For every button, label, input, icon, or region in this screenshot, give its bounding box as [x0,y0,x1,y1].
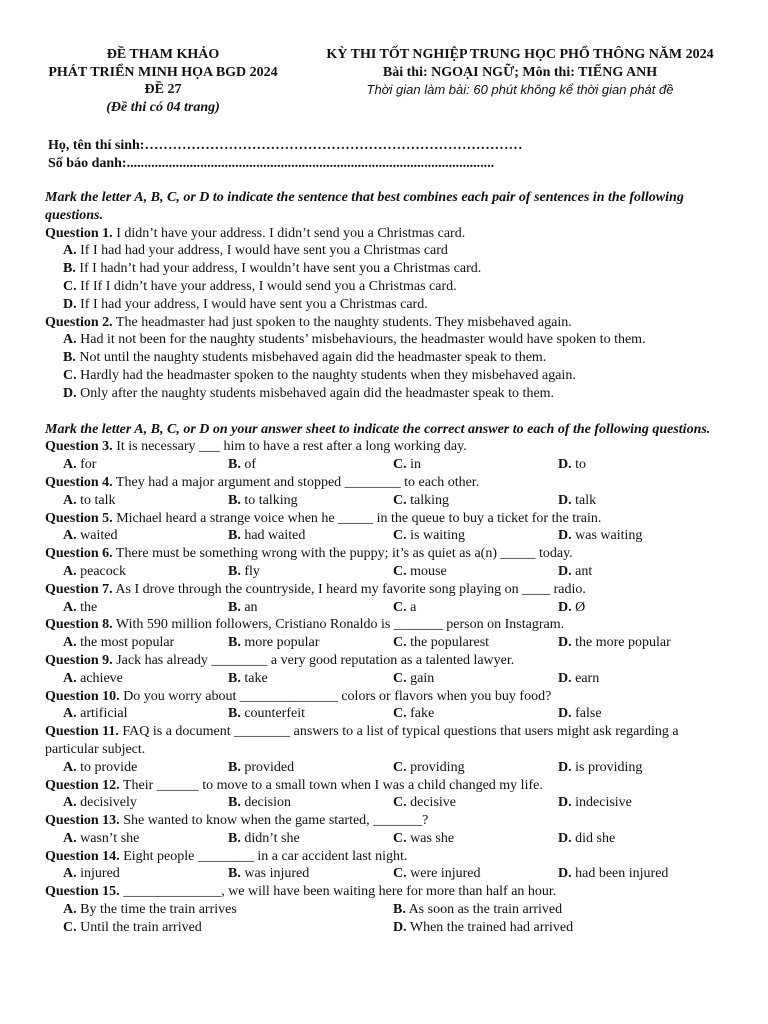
option-text: gain [406,670,435,686]
option-text: false [571,706,602,722]
options-row [45,919,735,937]
option-text: a [406,599,417,615]
option-letter: C. [393,759,407,775]
option-text: By the time the train arrives [76,902,237,918]
question-label: Question 12. [45,777,120,793]
question-15 [45,883,735,901]
option-c [393,865,558,883]
question-6 [45,545,735,563]
question-label: Question 10. [45,688,120,704]
option-b [228,865,393,883]
option-text: achieve [76,670,123,686]
option-text: didn’t she [240,830,300,846]
option-d [558,456,723,474]
option-text: Not until the naughty students misbehaved again did the headmaster speak to them. [75,350,547,366]
option-c [63,919,393,937]
option-text: counterfeit [240,706,305,722]
option-letter: D. [558,563,572,579]
option-letter: D. [393,919,407,935]
option-text: ant [571,563,593,579]
question-text: Their ______ to move to a small town when I was a child changed my life. [119,777,543,793]
options-row [45,759,735,777]
option-letter: C. [393,635,407,651]
option-letter: A. [63,563,77,579]
option-letter: A. [63,795,77,811]
question-11 [45,723,735,759]
option-text: in [406,457,422,473]
option-text: If I hadn’t had your address, I wouldn’t have sent you a Christmas card. [75,261,482,277]
question-14 [45,848,735,866]
option-text: an [240,599,258,615]
exam-header-right [300,46,740,99]
option-text: to [571,457,587,473]
option-text: injured [76,866,120,882]
options-row [45,705,735,723]
options-row [45,599,735,617]
option-d [558,705,723,723]
question-label: Question 4. [45,474,113,490]
option-letter: B. [393,902,406,918]
option-text: was injured [240,866,310,882]
option-letter: D. [558,599,572,615]
question-text: ______________, we will have been waiting here for more than half an hour. [119,884,557,900]
option-text: is waiting [406,528,465,544]
options-row [45,634,735,652]
option-letter: D. [558,830,572,846]
question-label: Question 3. [45,439,113,455]
options-row [45,865,735,883]
option-text: was waiting [571,528,643,544]
option-text: had waited [240,528,306,544]
option-c [45,278,735,296]
option-letter: C. [393,706,407,722]
option-text: fly [240,563,260,579]
option-text: talk [571,492,597,508]
option-letter: A. [63,706,77,722]
option-letter: D. [558,670,572,686]
options-row [45,901,735,919]
option-b [228,705,393,723]
option-a [63,901,393,919]
option-text: to talking [240,492,298,508]
question-label: Question 6. [45,546,113,562]
option-a [63,492,228,510]
option-letter: B. [228,528,241,544]
option-c [393,634,558,652]
option-d [558,599,723,617]
option-text: Until the train arrived [76,919,202,935]
option-text: Only after the naughty students misbehaved again did the headmaster speak to them. [76,385,555,401]
option-letter: B. [228,830,241,846]
option-d [558,794,723,812]
question-label: Question 5. [45,510,113,526]
option-c [45,367,735,385]
option-letter: D. [63,385,77,401]
option-a [63,705,228,723]
option-letter: B. [228,457,241,473]
option-letter: B. [228,492,241,508]
option-letter: B. [228,599,241,615]
option-text: Ø [571,599,586,615]
option-a [63,599,228,617]
option-a [63,794,228,812]
option-a [63,563,228,581]
question-12 [45,777,735,795]
option-b [228,527,393,545]
options-row [45,563,735,581]
option-letter: C. [63,919,77,935]
options-row [45,794,735,812]
option-letter: A. [63,528,77,544]
exam-content [45,189,735,937]
option-letter: C. [393,563,407,579]
option-letter: A. [63,866,77,882]
option-a [63,865,228,883]
question-label: Question 9. [45,652,113,668]
option-text: decision [240,795,291,811]
option-b [228,759,393,777]
option-d [558,563,723,581]
option-text: As soon as the train arrived [405,902,563,918]
option-a [45,331,735,349]
options-row [45,670,735,688]
option-letter: B. [228,866,241,882]
section1-instruction: Mark the letter A, B, C, or D to indicate the sentence that best combines each pair of sentences in the following questions. [45,190,684,223]
question-text: It is necessary ___ him to have a rest after a long working day. [112,439,467,455]
option-a [45,242,735,260]
option-b [228,492,393,510]
option-d [45,296,735,314]
question-text: Michael heard a strange voice when he _____ in the queue to buy a ticket for the train. [112,510,602,526]
exam-header-left [30,46,296,116]
option-text: to talk [76,492,116,508]
option-text: If I had had your address, I would have sent you a Christmas card [76,243,448,259]
exam-series: PHÁT TRIỂN MINH HỌA BGD 2024 [48,64,278,80]
question-text: I didn’t have your address. I didn’t send you a Christmas card. [112,225,466,241]
option-text: When the trained had arrived [406,919,574,935]
options-row [45,492,735,510]
option-letter: C. [63,367,77,383]
option-letter: B. [63,350,76,366]
question-9 [45,652,735,670]
option-letter: D. [558,492,572,508]
option-c [393,794,558,812]
question-text: The headmaster had just spoken to the naughty students. They misbehaved again. [112,314,572,330]
page-count-note: (Đề thi có 04 trang) [106,99,220,115]
option-b [228,563,393,581]
option-text: mouse [406,563,447,579]
option-text: the popularest [406,635,490,651]
option-letter: B. [63,261,76,277]
option-text: for [76,457,97,473]
question-label: Question 11. [45,724,119,740]
question-text: She wanted to know when the game started, _______? [119,813,429,829]
option-a [63,759,228,777]
option-text: provided [240,759,295,775]
option-letter: D. [558,528,572,544]
question-13 [45,812,735,830]
question-5 [45,510,735,528]
option-letter: B. [228,563,241,579]
question-text: Jack has already ________ a very good reputation as a talented lawyer. [112,652,515,668]
question-8 [45,616,735,634]
question-text: With 590 million followers, Cristiano Ronaldo is _______ person on Instagram. [112,617,565,633]
option-letter: C. [393,866,407,882]
option-text: was she [406,830,455,846]
question-1 [45,225,735,243]
option-letter: D. [558,795,572,811]
option-a [63,670,228,688]
question-10 [45,688,735,706]
option-d [558,830,723,848]
option-b [228,599,393,617]
option-letter: A. [63,830,77,846]
option-letter: C. [393,492,407,508]
option-text: earn [571,670,600,686]
option-b [45,260,735,278]
option-b [228,456,393,474]
option-letter: D. [558,759,572,775]
option-b [45,349,735,367]
options-row [45,830,735,848]
option-a [63,830,228,848]
question-label: Question 1. [45,225,113,241]
question-text: Do you worry about ______________ colors or flavors when you buy food? [119,688,552,704]
exam-number: ĐỀ 27 [144,82,182,97]
option-letter: D. [558,635,572,651]
option-text: take [240,670,268,686]
option-b [228,794,393,812]
option-text: the most popular [76,635,175,651]
option-letter: C. [393,830,407,846]
option-letter: A. [63,332,77,348]
section2-instruction: Mark the letter A, B, C, or D on your answer sheet to indicate the correct answer to each of the following questions. [45,421,711,437]
question-3 [45,438,735,456]
option-d [558,492,723,510]
option-text: wasn’t she [76,830,140,846]
option-text: indecisive [571,795,632,811]
option-text: of [240,457,257,473]
candidate-info [48,137,522,173]
option-text: more popular [240,635,320,651]
question-label: Question 14. [45,848,120,864]
question-label: Question 8. [45,617,113,633]
question-label: Question 13. [45,813,120,829]
option-text: were injured [406,866,481,882]
option-text: had been injured [571,866,669,882]
option-c [393,599,558,617]
option-text: talking [406,492,450,508]
option-c [393,563,558,581]
option-a [63,456,228,474]
option-a [63,527,228,545]
option-text: decisively [76,795,137,811]
option-letter: C. [393,795,407,811]
question-label: Question 15. [45,884,120,900]
option-b [228,670,393,688]
option-text: waited [76,528,118,544]
question-text: As I drove through the countryside, I heard my favorite song playing on ____ radio. [112,581,586,597]
option-letter: A. [63,457,77,473]
option-text: Hardly had the headmaster spoken to the naughty students when they misbehaved again. [76,367,576,383]
option-c [393,527,558,545]
option-letter: D. [558,706,572,722]
option-a [63,634,228,652]
option-letter: C. [393,599,407,615]
question-text: FAQ is a document ________ answers to a list of typical questions that users might ask regarding a particular subject. [45,724,679,757]
option-d [558,865,723,883]
option-d [558,670,723,688]
option-d [558,759,723,777]
option-c [393,670,558,688]
option-c [393,492,558,510]
question-text: Eight people ________ in a car accident last night. [119,848,408,864]
option-d [393,919,723,937]
question-2 [45,314,735,332]
option-letter: A. [63,635,77,651]
question-7 [45,581,735,599]
option-d [558,634,723,652]
candidate-name-field: Họ, tên thí sinh:……………………………………………………………………… [48,138,523,153]
option-letter: B. [228,759,241,775]
option-b [228,830,393,848]
options-row [45,456,735,474]
exam-duration: Thời gian làm bài: 60 phút không kể thời gian phát đề [366,82,674,97]
option-text: peacock [76,563,126,579]
option-letter: A. [63,492,77,508]
option-letter: B. [228,795,241,811]
option-letter: B. [228,635,241,651]
section-spacer [45,403,735,421]
question-text: They had a major argument and stopped ________ to each other. [112,474,480,490]
option-text: If If I didn’t have your address, I would send you a Christmas card. [76,278,457,294]
option-text: fake [406,706,435,722]
option-text: to provide [76,759,138,775]
question-label: Question 2. [45,314,113,330]
question-text: There must be something wrong with the puppy; it’s as quiet as a(n) _____ today. [112,546,573,562]
option-d [45,385,735,403]
option-letter: D. [558,866,572,882]
options-row [45,527,735,545]
option-c [393,705,558,723]
section2-questions [45,438,735,936]
option-letter: C. [393,457,407,473]
option-text: artificial [76,706,128,722]
option-text: Had it not been for the naughty students’ misbehaviours, the headmaster would have spoken to them. [76,332,646,348]
exam-subject: Bài thi: NGOẠI NGỮ; Môn thi: TIẾNG ANH [382,64,658,80]
candidate-id-field: Số báo danh:......................................................................................................... [48,156,495,171]
option-letter: A. [63,902,77,918]
option-c [393,759,558,777]
option-letter: A. [63,759,77,775]
question-4 [45,474,735,492]
option-d [558,527,723,545]
option-text: is providing [571,759,643,775]
option-text: If I had your address, I would have sent you a Christmas card. [76,296,428,312]
option-text: providing [406,759,465,775]
option-c [393,830,558,848]
option-letter: B. [228,670,241,686]
option-c [393,456,558,474]
option-text: the more popular [571,635,671,651]
option-letter: A. [63,599,77,615]
option-b [393,901,723,919]
option-letter: D. [558,457,572,473]
exam-type: ĐỀ THAM KHẢO [106,47,220,62]
option-letter: C. [63,278,77,294]
option-text: did she [571,830,616,846]
option-text: decisive [406,795,456,811]
question-label: Question 7. [45,581,113,597]
exam-title: KỲ THI TỐT NGHIỆP TRUNG HỌC PHỔ THÔNG NĂM 2024 [326,47,714,62]
option-letter: B. [228,706,241,722]
option-letter: A. [63,243,77,259]
option-letter: C. [393,528,407,544]
option-text: the [76,599,98,615]
option-letter: C. [393,670,407,686]
option-b [228,634,393,652]
option-letter: A. [63,670,77,686]
option-letter: D. [63,296,77,312]
